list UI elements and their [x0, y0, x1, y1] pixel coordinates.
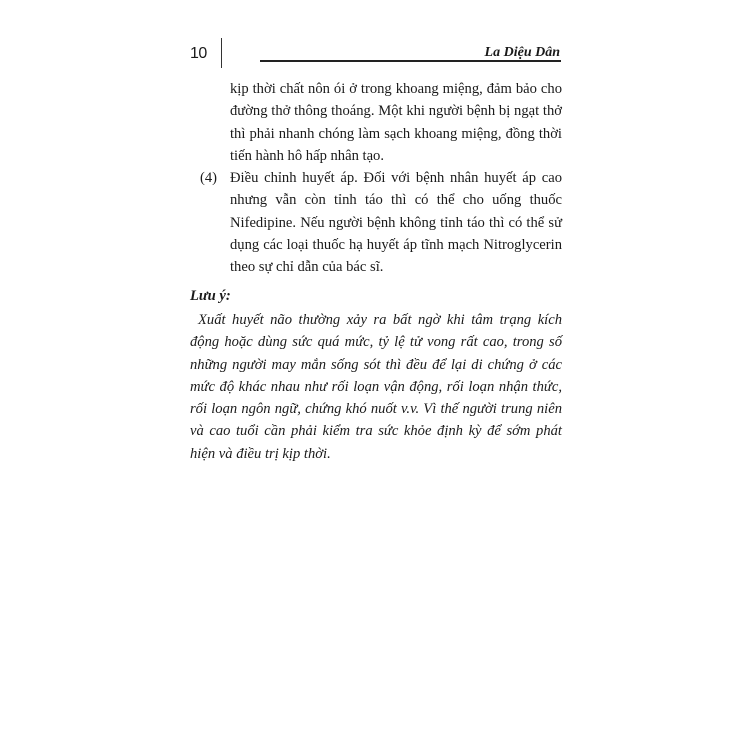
note-paragraph: Xuất huyết não thường xảy ra bất ngờ khi tâm trạng kích động hoặc dùng sức quá mức, tỷ lệ tử vong rất cao, trong số những người may mắn sống sót thì đều để lại di chứng ở các mức độ khác nhau như rối loạn vận động, rối loạn nhận thức, rối loạn ngôn ngữ, chứng khó nuốt v.v. Vì thế người trung niên và cao tuổi cần phải kiểm tra sức khỏe định kỳ để sớm phát hiện và điều trị kịp thời.: [190, 311, 562, 462]
list-marker: (4): [200, 170, 218, 187]
running-head: La Diệu Dân: [484, 45, 560, 60]
list-item-text: Điều chỉnh huyết áp. Đối với bệnh nhân huyết áp cao nhưng vẫn còn tỉnh táo thì có thể cho uống thuốc Nifedipine. Nếu người bệnh không tỉnh táo thì có thể sử dụng các loại thuốc hạ huyết áp tĩnh mạch Nitroglycerin theo sự chỉ dẫn của bác sĩ.: [230, 170, 562, 276]
page-body: [190, 78, 562, 465]
continued-paragraph: kịp thời chất nôn ói ở trong khoang miệng, đảm bảo cho đường thở thông thoáng. Một khi người bệnh bị ngạt thở thì phải nhanh chóng làm sạch khoang miệng, đồng thời tiến hành hô hấp nhân tạo.: [230, 81, 562, 164]
header-divider: [221, 38, 222, 68]
page-number: 10: [190, 45, 207, 62]
list-item-4: [190, 167, 562, 278]
note-heading: Lưu ý:: [190, 287, 231, 304]
